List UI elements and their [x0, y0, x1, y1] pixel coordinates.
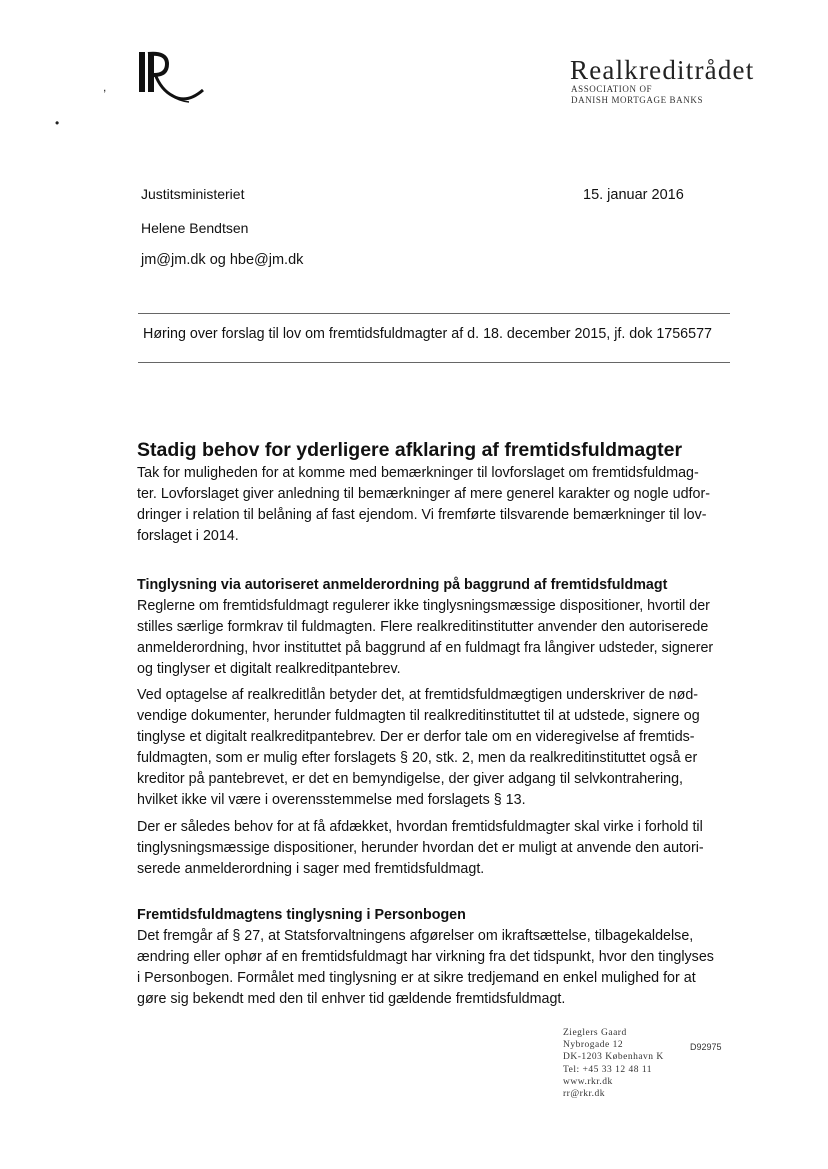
document-reference: D92975: [690, 1042, 722, 1052]
recipient-email: jm@jm.dk og hbe@jm.dk: [141, 252, 304, 268]
body-paragraph: Det fremgår af § 27, at Statsforvaltningens afgørelser om ikraftsættelse, tilbagekaldelse, ændring eller ophør af en fremtidsfuldmagt har virkning fra det tidspunkt, hvor den tinglyses i Personbogen. Formålet med tinglysning er at sikre tredjemand en enkel mulighed for at gøre sig bekendt med den til enhver tid gældende fremtidsfuldmagt.: [137, 928, 714, 1008]
letter-date: 15. januar 2016: [583, 187, 684, 203]
footer-address: Zieglers Gaard Nybrogade 12 DK-1203 København K Tel: +45 33 12 48 11 www.rkr.dk rr@rkr.dk: [563, 1028, 664, 1100]
organization-subtitle: DANISH MORTGAGE BANKS: [571, 95, 704, 105]
organization-name: Realkreditrådet: [570, 55, 755, 85]
main-heading: Stadig behov for yderligere afklaring af fremtidsfuldmagter: [137, 439, 683, 461]
scan-speck: ,: [103, 80, 107, 94]
divider: [138, 313, 730, 314]
scan-speck: •: [55, 116, 60, 130]
recipient-line: Helene Bendtsen: [141, 220, 249, 236]
body-paragraph: Ved optagelse af realkreditlån betyder det, at fremtidsfuldmægtigen underskriver de nød- vendige dokumenter, herunder fuldmagten til realkreditinstituttet til at udstede, signere og tinglyse et digitalt realkreditpantebrev. Der er derfor tale om en videregivelse af fremtids- fuldmagten, som er mulig efter forslagets § 20, stk. 2, men da realkreditinstituttet også er kreditor på pantebrevet, er det en bemyndigelse, der giver adgang til selvkontrahering, hvilket ikke vil være i overensstemmelse med forslagets § 13.: [137, 687, 700, 809]
intro-paragraph: Tak for muligheden for at komme med bemærkninger til lovforslaget om fremtidsfuldmag- ter. Lovforslaget giver anledning til bemærkninger af mere generel karakter og nogle udfor- dringer i relation til belåning af fast ejendom. Vi fremførte tilsvarende bemærkninger til lov- forslaget i 2014.: [137, 465, 710, 545]
letterhead: [570, 56, 754, 106]
organization-subtitle: ASSOCIATION OF: [571, 84, 653, 94]
subject-line: Høring over forslag til lov om fremtidsfuldmagter af d. 18. december 2015, jf. dok 1756577: [143, 326, 712, 342]
body-paragraph: Reglerne om fremtidsfuldmagt regulerer ikke tinglysningsmæssige dispositioner, hvortil der stilles særlige formkrav til fuldmagten. Flere realkreditinstitutter anvender den autoriserede anmelderordning, hvor instituttet på baggrund af en fuldmagt fra långiver udsteder, signerer og tinglyser et digitalt realkreditpantebrev.: [137, 598, 714, 678]
realkreditradet-logo: [137, 50, 207, 108]
section-title: Fremtidsfuldmagtens tinglysning i Personbogen: [137, 907, 466, 923]
recipient-line: Justitsministeriet: [141, 186, 245, 202]
section-title: Tinglysning via autoriseret anmelderordning på baggrund af fremtidsfuldmagt: [137, 577, 668, 593]
divider: [138, 362, 730, 363]
body-paragraph: Der er således behov for at få afdækket, hvordan fremtidsfuldmagter skal virke i forhold til tinglysningsmæssige dispositioner, herunder hvordan det er muligt at anvende den autori- serede anmelderordning i sager med fremtidsfuldmagt.: [137, 819, 704, 878]
